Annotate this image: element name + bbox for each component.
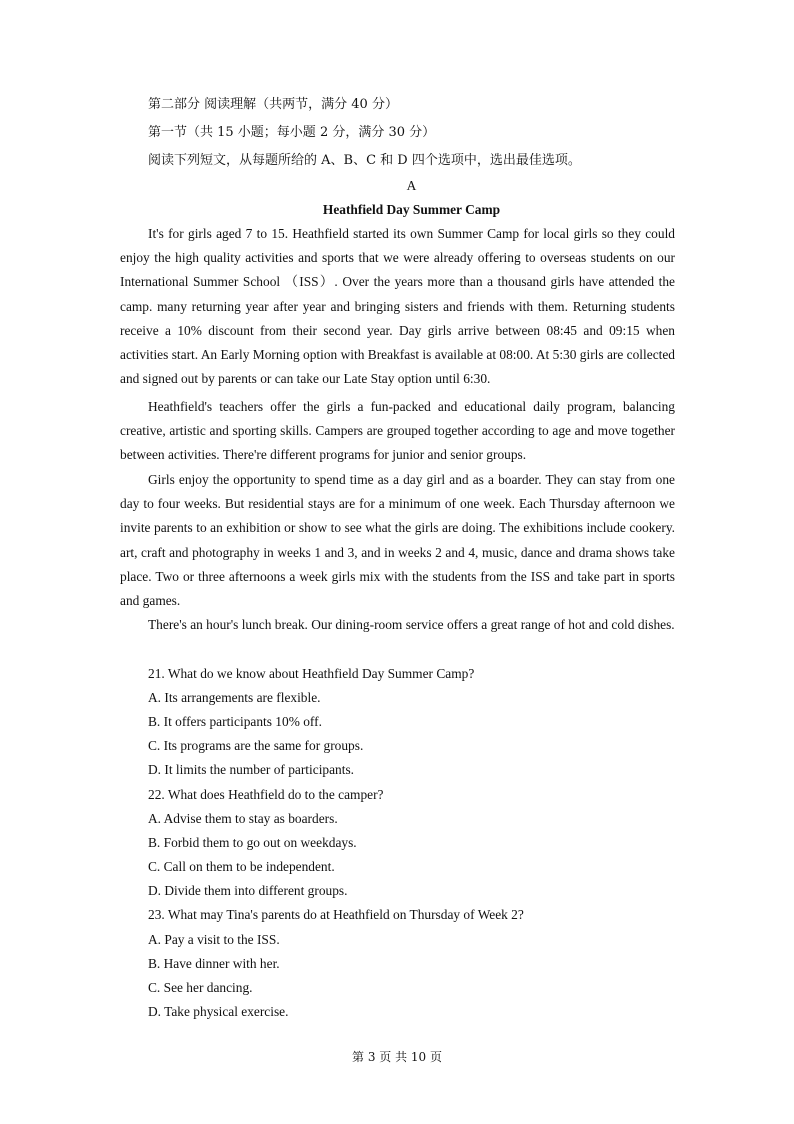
question-21-option-c: C. Its programs are the same for groups. (148, 738, 364, 753)
question-23-option-c: C. See her dancing. (148, 980, 253, 995)
passage-paragraph-2: Heathfield's teachers offer the girls a fun-packed and educational daily program, balancing creative, artistic and sporting skills. Campers are grouped together according to age and move together between activities. There're different programs for junior and senior groups. (120, 399, 675, 463)
passage-title: Heathfield Day Summer Camp (322, 202, 501, 217)
question-23-option-d: D. Take physical exercise. (148, 1004, 289, 1019)
instruction-text: 阅读下列短文，从每题所给的 A、B、C 和 D 四个选项中，选出最佳选项。 (148, 153, 581, 168)
question-21-option-b: B. It offers participants 10% off. (148, 714, 322, 729)
passage-letter: A (406, 178, 417, 193)
question-21-option-a: A. Its arrangements are flexible. (148, 690, 321, 705)
question-22-option-a: A. Advise them to stay as boarders. (148, 811, 338, 826)
question-22-option-d: D. Divide them into different groups. (148, 883, 348, 898)
passage-paragraph-3: Girls enjoy the opportunity to spend time as a day girl and as a boarder. They can stay from one day to four weeks. But residential stays are for a minimum of one week. Each Thursday afternoon we invite parents to an exhibition or show to see what the girls are doing. The exhibitions include cookery. art, craft and photography in weeks 1 and 3, and in weeks 2 and 4, music, dance and drama shows take place. Two or three afternoons a week girls mix with the students from the ISS and take part in sports and games. (120, 472, 675, 609)
question-23-stem: 23. What may Tina's parents do at Heathfield on Thursday of Week 2? (148, 907, 524, 922)
question-22-stem: 22. What does Heathfield do to the camper? (148, 787, 384, 802)
passage-paragraph-4: There's an hour's lunch break. Our dining-room service offers a great range of hot and cold dishes. (148, 617, 675, 632)
question-22-option-b: B. Forbid them to go out on weekdays. (148, 835, 357, 850)
question-23-option-b: B. Have dinner with her. (148, 956, 280, 971)
page-footer: 第 3 页 共 10 页 (352, 1050, 442, 1064)
question-23-option-a: A. Pay a visit to the ISS. (148, 932, 280, 947)
passage-paragraph-1: It's for girls aged 7 to 15. Heathfield started its own Summer Camp for local girls so they could enjoy the high quality activities and sports that we were already offering to overseas students on our International Summer School （ISS）. Over the years more than a thousand girls have attended the camp. many returning year after year and bringing sisters and friends with them. Returning students receive a 10% discount from their second year. Day girls arrive between 08:45 and 09:15 when activities start. An Early Morning option with Breakfast is available at 08:00. At 5:30 girls are collected and signed out by parents or can take our Late Stay option until 6:30. (120, 226, 675, 387)
part-heading: 第二部分 阅读理解（共两节，满分 40 分） (148, 97, 398, 112)
question-21-option-d: D. It limits the number of participants. (148, 762, 355, 777)
question-22-option-c: C. Call on them to be independent. (148, 859, 335, 874)
question-21-stem: 21. What do we know about Heathfield Day Summer Camp? (148, 666, 475, 681)
section-heading: 第一节（共 15 小题；每小题 2 分，满分 30 分） (148, 125, 436, 140)
